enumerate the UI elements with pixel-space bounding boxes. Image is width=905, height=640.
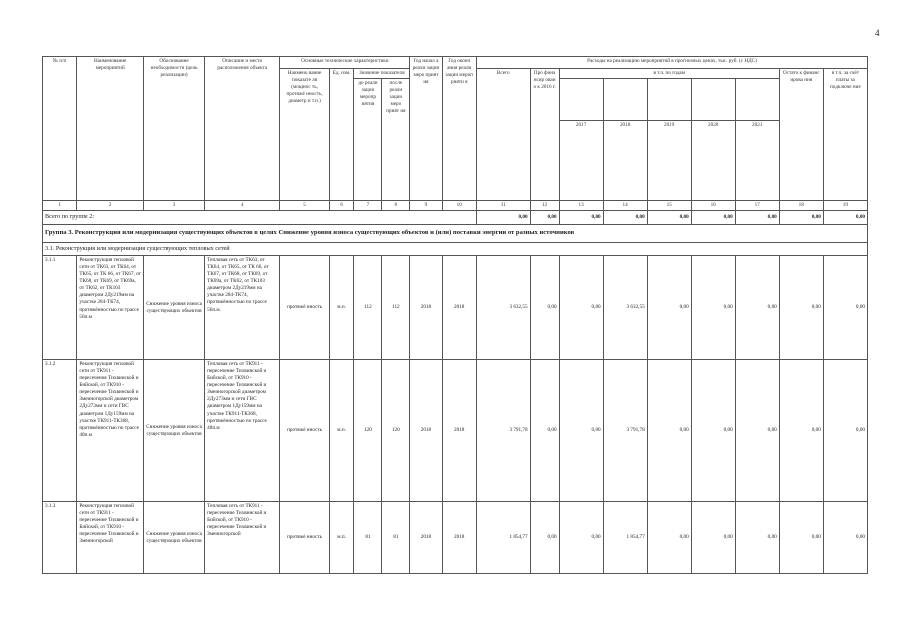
col-number: 13 — [559, 201, 603, 211]
col-number: 5 — [280, 201, 329, 211]
row-prefinanced: 0,00 — [530, 360, 559, 502]
col-number: 6 — [329, 201, 354, 211]
row-2018: 3 632,55 — [603, 256, 647, 360]
header-num: № п/п — [43, 57, 77, 201]
col-number: 2 — [77, 201, 144, 211]
group2-total-value: 0,00 — [735, 211, 779, 225]
row-end: 2018 — [442, 360, 476, 502]
group2-total-value: 0,00 — [530, 211, 559, 225]
page-number: 4 — [875, 28, 880, 38]
row-2019: 0,00 — [647, 256, 691, 360]
header-tech-values: Значение показателя — [354, 69, 410, 79]
row-name: Реконструкция тепловой сети от ТК63, от ТК64, от ТК65, от ТК 66, от ТК67, от ТК68, от ТК69, от ТК69а, от ТК62, от ТК103 диаметром 2Ду219мм на участке 284-ТК74, протяжённостью по трассе 56п.м — [77, 256, 144, 360]
group2-total-value: 0,00 — [647, 211, 691, 225]
row-after: 112 — [382, 256, 410, 360]
col-number: 8 — [382, 201, 410, 211]
header-costs-group: Расходы на реализацию мероприятий в прогнозных ценах, тыс. руб. (с НДС) — [476, 57, 867, 69]
row-justification: Снижение уровня износа существующих объектов — [143, 360, 204, 502]
col-number: 19 — [823, 201, 867, 211]
row-after: 81 — [382, 502, 410, 574]
row-2019: 0,00 — [647, 502, 691, 574]
col-number: 11 — [476, 201, 530, 211]
col-number: 10 — [442, 201, 476, 211]
header-prefinanced: Про фина нсир ован о к 2016 г. — [530, 69, 559, 201]
row-2017: 0,00 — [559, 360, 603, 502]
row-after: 120 — [382, 360, 410, 502]
col-number: 16 — [691, 201, 735, 211]
row-2018: 3 791,78 — [603, 360, 647, 502]
row-num: 3.1.3 — [43, 502, 77, 574]
header-incl-connection: в т.ч. за счёт платы за подключе ние — [823, 69, 867, 201]
group2-total-value: 0,00 — [823, 211, 867, 225]
col-number: 1 — [43, 201, 77, 211]
table-row — [43, 360, 868, 502]
row-unit: м.п. — [329, 256, 354, 360]
header-year-2019: 2019 — [647, 121, 691, 201]
header-location: Описание и место расположения объекта — [205, 57, 280, 201]
row-remaining: 0,00 — [779, 360, 823, 502]
row-before: 81 — [354, 502, 382, 574]
group2-total-value: 0,00 — [691, 211, 735, 225]
table-row — [43, 502, 868, 574]
investment-program-table — [42, 56, 868, 574]
row-end: 2018 — [442, 256, 476, 360]
col-number: 3 — [143, 201, 204, 211]
col-number: 9 — [410, 201, 442, 211]
group2-total-value: 0,00 — [779, 211, 823, 225]
group2-total-value: 0,00 — [559, 211, 603, 225]
row-remaining: 0,00 — [779, 256, 823, 360]
header-value-after: после реали зации меро прият ия — [382, 79, 410, 201]
header-year-spacer — [559, 79, 603, 121]
table-header — [43, 57, 868, 211]
row-unit: м.п. — [329, 502, 354, 574]
row-start: 2018 — [410, 256, 442, 360]
row-total: 1 854,77 — [476, 502, 530, 574]
group2-total-label: Всего по группе 2: — [43, 211, 477, 225]
row-num: 3.1.2 — [43, 360, 77, 502]
group-total-row — [43, 211, 868, 225]
row-unit: м.п. — [329, 360, 354, 502]
header-year-2017: 2017 — [559, 121, 603, 201]
header-tech-unit: Ед. изм. — [329, 69, 354, 201]
header-justification: Обоснование необходимости (цель реализации) — [143, 57, 204, 201]
row-end: 2018 — [442, 502, 476, 574]
row-num: 3.1.1 — [43, 256, 77, 360]
row-prefinanced: 0,00 — [530, 256, 559, 360]
row-connection: 0,00 — [823, 502, 867, 574]
header-year-spacer — [691, 79, 735, 121]
row-2017: 0,00 — [559, 256, 603, 360]
row-connection: 0,00 — [823, 360, 867, 502]
row-2021: 0,00 — [735, 256, 779, 360]
header-remaining: Остато к финанс ирова ния — [779, 69, 823, 201]
row-name: Реконструкция тепловой сети от ТК911 - пересечение Тихвинской и Бийской, от ТК910 - пересечение Тихвинской и Змеиногорской — [77, 502, 144, 574]
row-location: Тепловая сеть от ТК911 - пересечение Тихвинской и Бийской, от ТК910 - пересечение Тихвинской и Змеиногорской диаметром 2Ду273мм и сети ГВС диаметром 1Ду159мм на участке ТК911-ТК368, протяжённостью по трассе 40п.м — [205, 360, 280, 502]
row-2020: 0,00 — [691, 360, 735, 502]
col-number: 7 — [354, 201, 382, 211]
row-2017: 0,00 — [559, 502, 603, 574]
col-number: 4 — [205, 201, 280, 211]
header-year-2018: 2018 — [603, 121, 647, 201]
header-by-years: в т.ч. по годам — [559, 69, 779, 79]
header-year-spacer — [603, 79, 647, 121]
subgroup-title-row — [43, 243, 868, 256]
group3-title: Группа 3. Реконструкция или модернизация существующих объектов в целях Снижение уровня износа существующих объектов и (или) поставки энергии от разных источников — [43, 225, 868, 243]
row-prefinanced: 0,00 — [530, 502, 559, 574]
subgroup-title: 3.1. Реконструкция или модернизация существующих тепловых сетей — [43, 243, 868, 256]
col-number: 12 — [530, 201, 559, 211]
row-start: 2018 — [410, 360, 442, 502]
col-number: 18 — [779, 201, 823, 211]
table-row — [43, 256, 868, 360]
header-tech-name: Наимено вание показате ля (мощнос ть, протяжё нность, диаметр и т.п.) — [280, 69, 329, 201]
group2-total-value: 0,00 — [476, 211, 530, 225]
row-justification: Снижение уровня износа существующих объектов — [143, 256, 204, 360]
row-name: Реконструкция тепловой сети от ТК911 - пересечение Тихвинской и Бийской, от ТК910 - пересечение Тихвинской и Змеиногорской диаметром 2Ду273мм и сети ГВС диаметром 1Ду159мм на участке ТК911-ТК368, протяжённостью по трассе 40п.м — [77, 360, 144, 502]
group-title-row — [43, 225, 868, 243]
row-before: 120 — [354, 360, 382, 502]
row-param: протяжё нность — [280, 256, 329, 360]
row-total: 3 791,78 — [476, 360, 530, 502]
col-number: 14 — [603, 201, 647, 211]
row-total: 3 632,55 — [476, 256, 530, 360]
header-year-start: Год начал а реали зации меро прият ия — [410, 57, 442, 201]
row-param: протяжё нность — [280, 502, 329, 574]
header-value-before: до реали зации меропр иятия — [354, 79, 382, 201]
row-2021: 0,00 — [735, 502, 779, 574]
column-number-row — [43, 201, 868, 211]
row-2020: 0,00 — [691, 256, 735, 360]
row-before: 112 — [354, 256, 382, 360]
row-2019: 0,00 — [647, 360, 691, 502]
row-justification: Снижение уровня износа существующих объектов — [143, 502, 204, 574]
header-tech-group: Основные технические характеристики — [280, 57, 410, 69]
table-body — [43, 211, 868, 574]
row-start: 2018 — [410, 502, 442, 574]
header-year-2020: 2020 — [691, 121, 735, 201]
row-2020: 0,00 — [691, 502, 735, 574]
row-location: Тепловая сеть от ТК911 - пересечение Тихвинской и Бийской, от ТК910 - пересечение Тихвинской и Змеиногорской — [205, 502, 280, 574]
row-2021: 0,00 — [735, 360, 779, 502]
row-param: протяжё нность — [280, 360, 329, 502]
header-name: Наименование мероприятий — [77, 57, 144, 201]
row-connection: 0,00 — [823, 256, 867, 360]
row-2018: 1 854,77 — [603, 502, 647, 574]
col-number: 15 — [647, 201, 691, 211]
group2-total-value: 0,00 — [603, 211, 647, 225]
header-year-spacer — [647, 79, 691, 121]
col-number: 17 — [735, 201, 779, 211]
row-remaining: 0,00 — [779, 502, 823, 574]
row-location: Тепловая сеть от ТК63, от ТК64, от ТК65, от ТК 66, от ТК67, от ТК68, от ТК69, от ТК69а, от ТК62, от ТК103 диаметром 2Ду219мм на участке 284-ТК74, протяжённостью по трассе 56п.м. — [205, 256, 280, 360]
header-year-2021: 2021 — [735, 121, 779, 201]
header-year-end: Год оконч ания реали зации мероп рияти я — [442, 57, 476, 201]
header-total: Всего — [476, 69, 530, 201]
header-year-spacer — [735, 79, 779, 121]
